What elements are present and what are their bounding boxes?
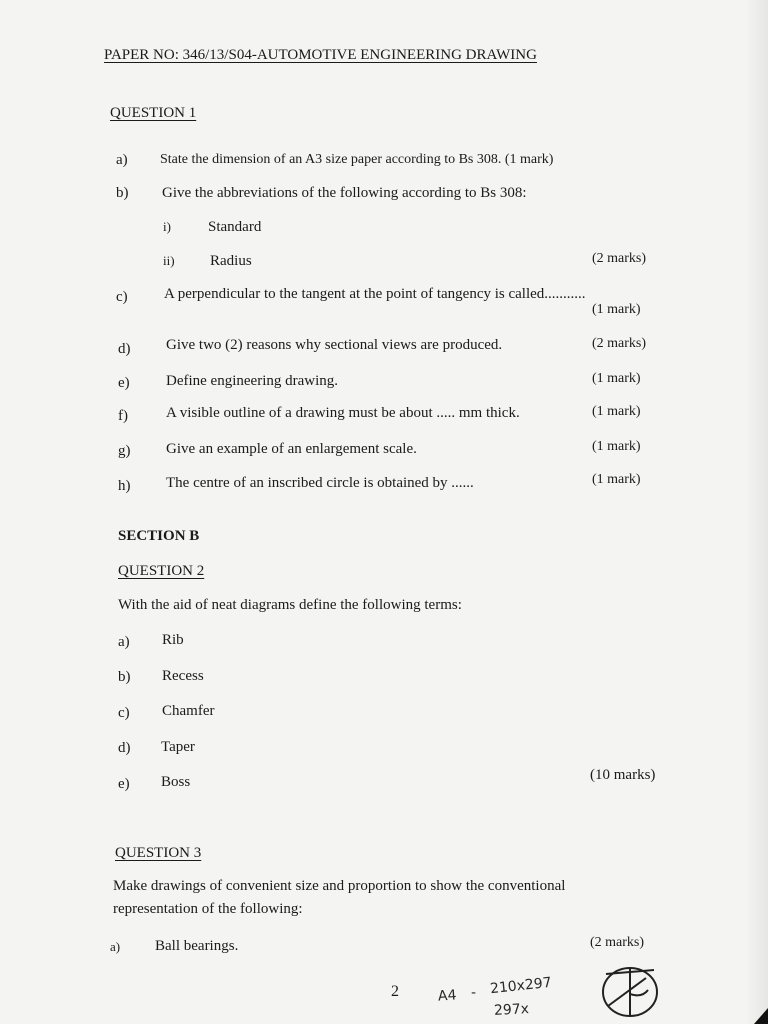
q1-h-marks: (1 mark)	[592, 472, 641, 487]
q1-b-ii-label: ii)	[163, 253, 175, 268]
q1-f-text: A visible outline of a drawing must be about ..... mm thick.	[166, 405, 520, 421]
q3-a-marks: (2 marks)	[590, 935, 645, 950]
q1-g-marks: (1 mark)	[592, 439, 641, 454]
paper-header: PAPER NO: 346/13/S04-AUTOMOTIVE ENGINEERING DRAWING	[104, 47, 537, 63]
handwritten-dimensions-2: 297x	[493, 1001, 530, 1019]
q2-d-label: d)	[118, 740, 131, 756]
q2-e-label: e)	[118, 776, 130, 792]
q2-a-label: a)	[118, 634, 130, 650]
q1-c-text: A perpendicular to the tangent at the point of tangency is called...........	[164, 286, 586, 302]
handwritten-dimensions: 210x297	[489, 974, 553, 998]
q1-d-label: d)	[118, 341, 131, 357]
q1-f-marks: (1 mark)	[592, 404, 641, 419]
page-number: 2	[391, 983, 399, 1000]
q1-b-marks: (2 marks)	[592, 251, 647, 266]
q1-d-marks: (2 marks)	[592, 336, 647, 351]
q2-c-label: c)	[118, 705, 130, 721]
q1-b-text: Give the abbreviations of the following according to Bs 308:	[162, 185, 527, 201]
q1-h-text: The centre of an inscribed circle is obtained by ......	[166, 475, 474, 491]
q1-c-label: c)	[116, 289, 128, 305]
q1-c-marks: (1 mark)	[592, 302, 641, 317]
q1-b-i-label: i)	[163, 219, 171, 234]
question-3-title: QUESTION 3	[115, 845, 202, 861]
q1-h-label: h)	[118, 478, 131, 494]
q2-b-text: Recess	[162, 668, 204, 684]
q3-a-label: a)	[110, 939, 121, 954]
q3-intro-line2: representation of the following:	[113, 901, 303, 917]
handwritten-a4: A4	[437, 987, 458, 1005]
section-b-heading: SECTION B	[118, 528, 200, 544]
q1-f-label: f)	[118, 408, 128, 424]
q1-g-text: Give an example of an enlargement scale.	[166, 441, 417, 457]
q1-b-ii-text: Radius	[210, 253, 252, 269]
q2-e-text: Boss	[161, 774, 191, 790]
handwritten-sketch-icon	[596, 960, 666, 1024]
handwritten-dash: -	[471, 985, 477, 1001]
q1-e-text: Define engineering drawing.	[166, 373, 339, 389]
q2-b-label: b)	[118, 669, 131, 685]
q2-c-text: Chamfer	[162, 703, 215, 719]
q2-intro: With the aid of neat diagrams define the following terms:	[118, 597, 462, 613]
q1-b-i-text: Standard	[208, 219, 262, 235]
q3-intro-line1: Make drawings of convenient size and proportion to show the conventional	[113, 878, 566, 894]
q2-d-text: Taper	[161, 739, 195, 755]
question-2-title: QUESTION 2	[118, 563, 205, 579]
q1-b-label: b)	[116, 185, 129, 201]
q1-d-text: Give two (2) reasons why sectional views are produced.	[166, 337, 503, 353]
question-1-title: QUESTION 1	[110, 105, 197, 121]
q1-e-marks: (1 mark)	[592, 371, 641, 386]
q1-g-label: g)	[118, 443, 131, 459]
q3-a-text: Ball bearings.	[155, 938, 239, 954]
q2-a-text: Rib	[162, 632, 184, 648]
q1-e-label: e)	[118, 375, 130, 391]
scan-corner	[754, 1008, 768, 1024]
page-edge-shadow	[746, 0, 768, 1024]
q2-marks: (10 marks)	[590, 767, 656, 783]
q1-a-label: a)	[116, 152, 128, 168]
q1-a-text: State the dimension of an A3 size paper according to Bs 308. (1 mark)	[160, 152, 554, 167]
